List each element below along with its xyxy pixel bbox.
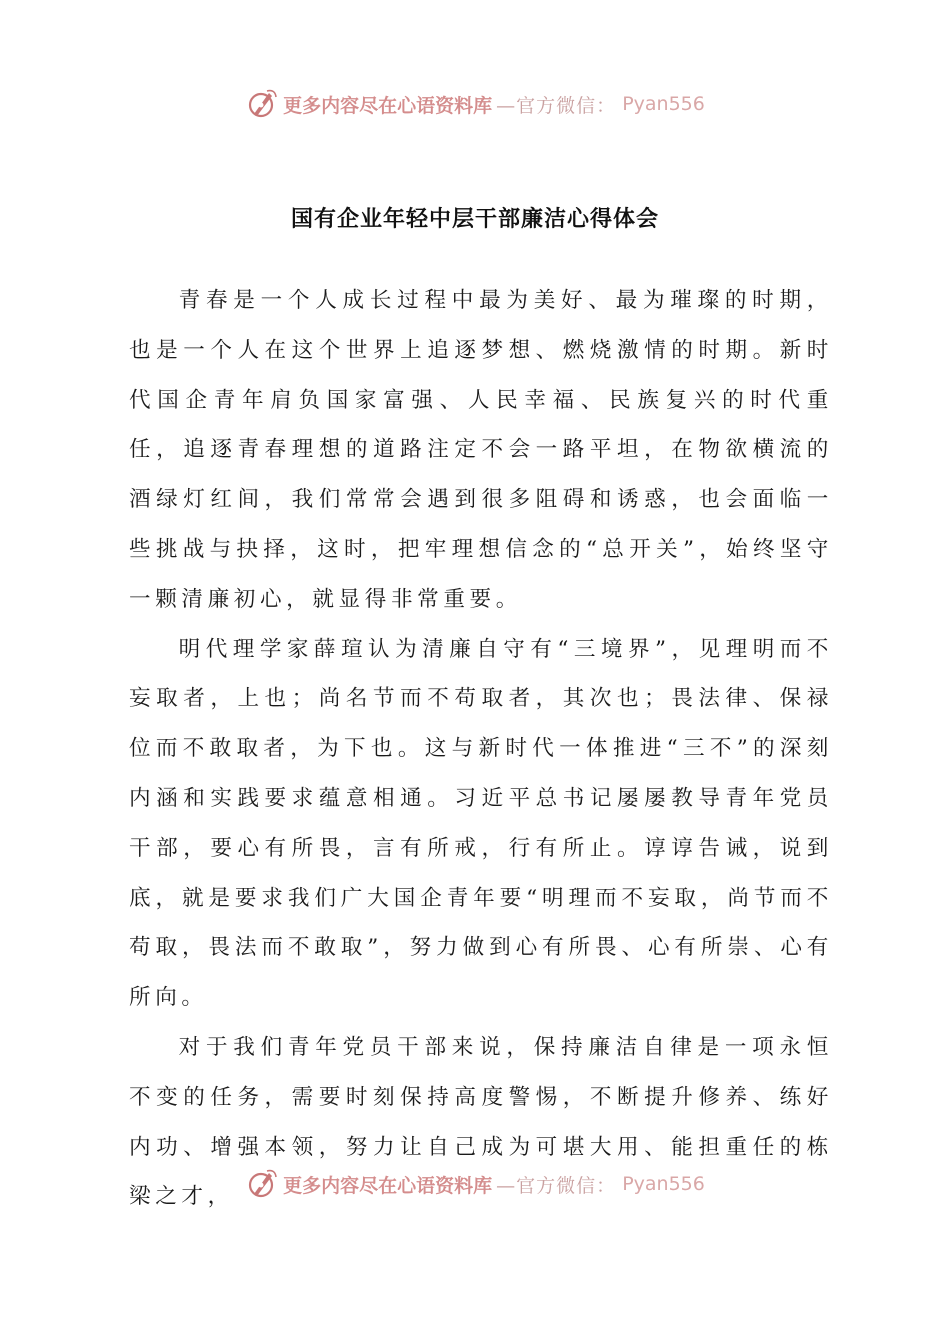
document-title: 国有企业年轻中层干部廉洁心得体会 <box>290 206 659 232</box>
watermark-id: Pyan556 <box>622 93 705 115</box>
paragraph-1: 青春是一个人成长过程中最为美好、最为璀璨的时期，也是一个人在这个世界上追逐梦想、燃烧激情的时期。新时代国企青年肩负国家富强、人民幸福、民族复兴的时代重任，追逐青春理想的道路注定不会一路平坦，在物欲横流的酒绿灯红间，我们常常会遇到很多阻碍和诱惑，也会面临一些挑战与抉择，这时，把牢理想信念的“总开关”，始终坚守一颗清廉初心，就显得非常重要。 <box>129 288 833 612</box>
pen-logo-icon <box>245 1167 279 1201</box>
watermark-id: Pyan556 <box>622 1173 705 1195</box>
document-body <box>129 276 833 1222</box>
paragraph-2: 明代理学家薛瑄认为清廉自守有“三境界”，见理明而不妄取者，上也；尚名节而不苟取者，其次也；畏法律、保禄位而不敢取者，为下也。这与新时代一体推进“三不”的深刻内涵和实践要求蕴意相通。习近平总书记屡屡教导青年党员干部，要心有所畏，言有所戒，行有所止。谆谆告诫，说到底，就是要求我们广大国企青年要“明理而不妄取，尚节而不苟取，畏法而不敢取”，努力做到心有所畏、心有所崇、心有所向。 <box>129 636 833 1011</box>
pen-logo-icon <box>245 87 279 121</box>
footer-watermark <box>0 1162 950 1206</box>
paragraph-3: 对于我们青年党员干部来说，保持廉洁自律是一项永恒不变的任务，需要时刻保持高度警惕，不断提升修养、练好内功、增强本领，努力让自己成为可堪大用、能担重任的栋梁之才， <box>129 1034 833 1210</box>
watermark-middle: —官方微信： <box>496 94 617 117</box>
watermark-prefix: 更多内容尽在心语资料库 <box>283 94 493 117</box>
watermark-middle: —官方微信： <box>496 1174 617 1197</box>
header-watermark <box>0 82 950 126</box>
watermark-prefix: 更多内容尽在心语资料库 <box>283 1174 493 1197</box>
